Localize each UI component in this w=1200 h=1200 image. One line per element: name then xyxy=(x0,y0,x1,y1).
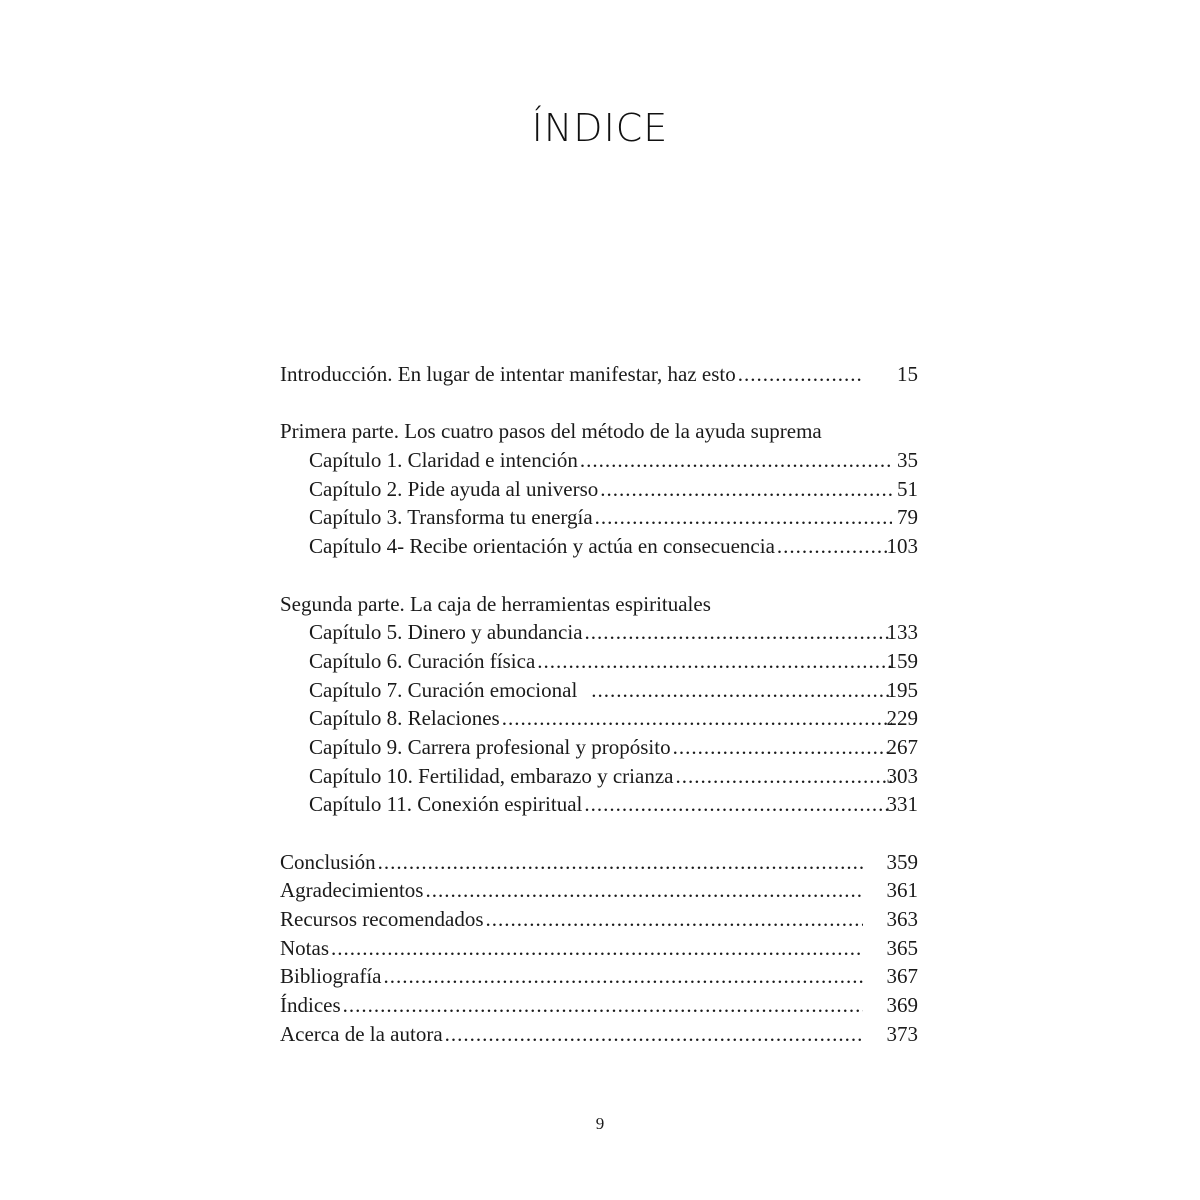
dot-leader xyxy=(502,704,892,733)
toc-entry-label: Capítulo 6. Curación física xyxy=(309,648,536,673)
toc-entry-page: 367 xyxy=(886,964,918,989)
dot-leader xyxy=(425,876,863,905)
dot-leader xyxy=(383,962,863,991)
toc-entry-chapter-8[interactable] xyxy=(280,704,918,733)
page-number: 9 xyxy=(595,1114,605,1133)
toc-entry-label: Capítulo 11. Conexión espiritual xyxy=(309,792,583,817)
section-gap xyxy=(280,389,918,418)
dot-leader xyxy=(600,475,892,504)
toc-entry-page: 103 xyxy=(886,534,918,559)
toc-entry-chapter-11[interactable] xyxy=(280,790,918,819)
toc-entry-label: Capítulo 9. Carrera profesional y propósito xyxy=(309,734,671,759)
dot-leader xyxy=(738,360,863,389)
toc-entry-label: Notas xyxy=(280,935,329,960)
toc-entry-introduction[interactable] xyxy=(280,360,918,389)
toc-entry-page: 229 xyxy=(886,706,918,731)
toc-entry-chapter-2[interactable] xyxy=(280,475,918,504)
toc-entry-chapter-3[interactable] xyxy=(280,503,918,532)
dot-leader xyxy=(486,905,863,934)
toc-entry-notes[interactable] xyxy=(280,934,918,963)
dot-leader xyxy=(445,1020,863,1049)
section-gap xyxy=(280,819,918,848)
dot-leader xyxy=(378,848,863,877)
table-of-contents xyxy=(280,360,918,1049)
dot-leader xyxy=(585,618,892,647)
toc-entry-chapter-1[interactable] xyxy=(280,446,918,475)
dot-leader xyxy=(595,503,892,532)
toc-entry-page: 303 xyxy=(886,763,918,788)
toc-entry-page: 331 xyxy=(886,792,918,817)
toc-entry-page: 15 xyxy=(897,362,918,386)
dot-leader xyxy=(584,790,892,819)
toc-entry-label: Bibliografía xyxy=(280,964,382,989)
toc-entry-page: 195 xyxy=(886,677,918,702)
toc-entry-indexes[interactable] xyxy=(280,991,918,1020)
toc-entry-page: 369 xyxy=(886,993,918,1018)
toc-entry-chapter-9[interactable] xyxy=(280,733,918,762)
toc-entry-chapter-4[interactable] xyxy=(280,532,918,561)
toc-entry-label: Recursos recomendados xyxy=(280,907,484,932)
dot-leader xyxy=(343,991,863,1020)
toc-entry-label: Índices xyxy=(280,993,341,1018)
toc-entry-page: 133 xyxy=(886,620,918,645)
dot-leader xyxy=(675,762,892,791)
dot-leader xyxy=(537,647,892,676)
dot-leader xyxy=(591,676,892,705)
dot-leader xyxy=(580,446,892,475)
toc-entry-page: 159 xyxy=(886,648,918,673)
toc-part-heading-2: Segunda parte. La caja de herramientas espirituales xyxy=(280,591,711,616)
dot-leader xyxy=(777,532,892,561)
section-gap xyxy=(280,561,918,590)
toc-entry-label: Capítulo 3. Transforma tu energía xyxy=(309,505,593,530)
dot-leader xyxy=(673,733,892,762)
toc-part-heading-1: Primera parte. Los cuatro pasos del método de la ayuda suprema xyxy=(280,419,822,444)
toc-entry-label: Capítulo 2. Pide ayuda al universo xyxy=(309,476,599,501)
toc-entry-page: 373 xyxy=(886,1021,918,1046)
toc-entry-chapter-6[interactable] xyxy=(280,647,918,676)
toc-entry-label: Capítulo 7. Curación emocional xyxy=(309,677,578,702)
toc-entry-page: 365 xyxy=(886,935,918,960)
toc-entry-page: 361 xyxy=(886,878,918,903)
toc-entry-page: 359 xyxy=(886,849,918,874)
toc-entry-label: Agradecimientos xyxy=(280,878,424,903)
toc-entry-acknowledgements[interactable] xyxy=(280,876,918,905)
toc-entry-label: Capítulo 8. Relaciones xyxy=(309,706,500,731)
toc-entry-label: Acerca de la autora xyxy=(280,1021,443,1046)
dot-leader xyxy=(331,934,863,963)
toc-entry-label: Capítulo 1. Claridad e intención xyxy=(309,448,578,473)
toc-entry-page: 35 xyxy=(897,448,918,473)
toc-entry-chapter-5[interactable] xyxy=(280,618,918,647)
toc-entry-page: 51 xyxy=(897,476,918,501)
toc-entry-chapter-7[interactable] xyxy=(280,676,918,705)
toc-entry-label: Conclusión xyxy=(280,849,376,874)
toc-entry-page: 267 xyxy=(886,734,918,759)
toc-entry-resources[interactable] xyxy=(280,905,918,934)
toc-entry-label: Introducción. En lugar de intentar manifestar, haz esto xyxy=(280,362,736,386)
toc-entry-about-author[interactable] xyxy=(280,1020,918,1049)
toc-entry-chapter-10[interactable] xyxy=(280,762,918,791)
toc-entry-page: 363 xyxy=(886,907,918,932)
toc-entry-label: Capítulo 4- Recibe orientación y actúa en consecuencia xyxy=(309,534,775,559)
toc-entry-page: 79 xyxy=(897,505,918,530)
toc-entry-label: Capítulo 5. Dinero y abundancia xyxy=(309,620,583,645)
toc-entry-conclusion[interactable] xyxy=(280,848,918,877)
toc-entry-label: Capítulo 10. Fertilidad, embarazo y crianza xyxy=(309,763,674,788)
toc-entry-bibliography[interactable] xyxy=(280,962,918,991)
page-title: ÍNDICE xyxy=(531,106,669,150)
